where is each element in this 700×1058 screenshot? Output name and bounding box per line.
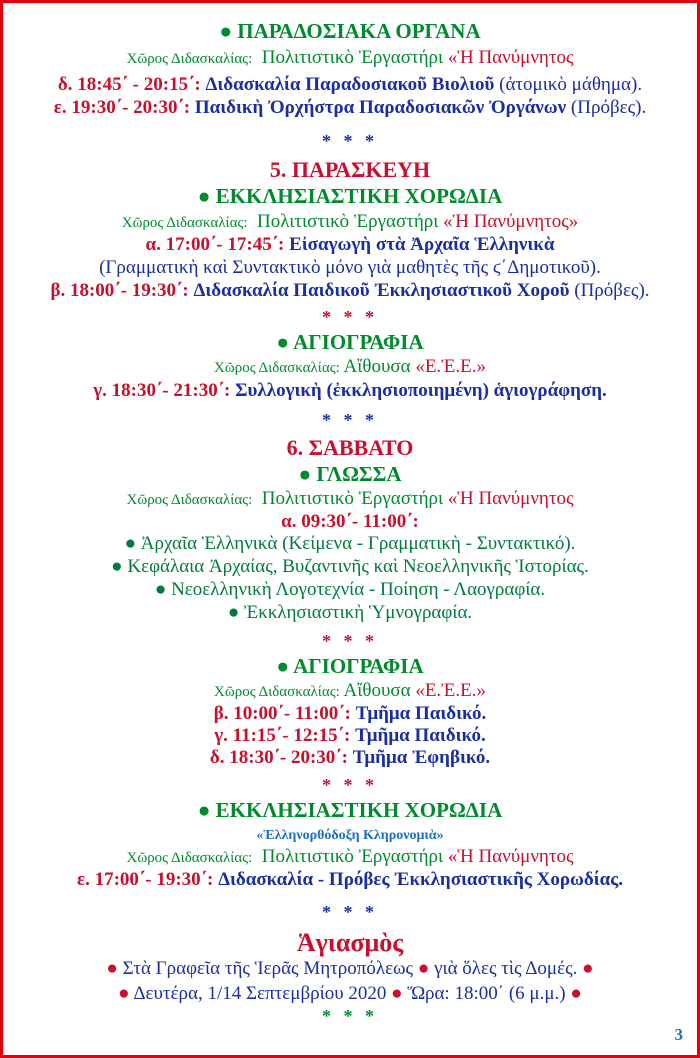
- separator-stars: * * *: [322, 307, 378, 327]
- venue-line: [3, 211, 697, 234]
- agiasmos-time: Ὥρα: 18:00΄ (6 μ.μ.): [407, 983, 566, 1004]
- schedule-line: [3, 725, 697, 747]
- agiasmos-line: [3, 958, 697, 980]
- separator-stars: * * *: [322, 1006, 378, 1026]
- agiasmos-place: Στὰ Γραφεῖα τῆς Ἱερᾶς Μητροπόλεως: [122, 958, 414, 979]
- venue-lead: Χῶρος Διδασκαλίας:: [214, 684, 340, 700]
- bullet: ●: [118, 983, 130, 1004]
- venue-lead: Χῶρος Διδασκαλίας:: [121, 215, 248, 231]
- section-title-church-choir: ● ΕΚΚΛΗΣΙΑΣΤΙΚΗ ΧΟΡΩΔΙΑ: [197, 184, 503, 208]
- schedule-text: Συλλογικὴ (ἐκκλησιοποιημένη) ἁγιογράφηση.: [235, 380, 607, 401]
- schedule-text: Τμῆμα Παιδικό.: [355, 703, 487, 724]
- schedule-note: (Γραμματικὴ καὶ Συντακτικὸ μόνο γιὰ μαθητὲς τῆς ϛ΄Δημοτικοῦ).: [99, 257, 601, 278]
- schedule-text: Διδασκαλία Παραδοσιακοῦ Βιολιοῦ: [205, 74, 495, 95]
- list-item: ● Ἐκκλησιαστικὴ Ὑμνογραφία.: [227, 602, 473, 623]
- venue-hall: Αἴθουσα: [343, 680, 411, 701]
- schedule-line: [3, 380, 697, 402]
- separator-stars: * * *: [322, 631, 378, 651]
- schedule-line: [3, 234, 697, 256]
- separator-stars: * * *: [322, 410, 378, 430]
- bullet: ●: [106, 958, 118, 979]
- venue-lab: Πολιτιστικὸ Ἐργαστήρι: [261, 47, 444, 68]
- schedule-text: Τμῆμα Ἐφηβικό.: [352, 747, 491, 768]
- schedule-text: Εἰσαγωγὴ στὰ Ἀρχαῖα Ἑλληνικὰ: [289, 234, 555, 255]
- schedule-note: (Πρόβες).: [570, 97, 647, 118]
- list-item: ● Κεφάλαια Ἀρχαίας, Βυζαντινῆς καὶ Νεοελληνικῆς Ἱστορίας.: [111, 556, 589, 577]
- section-title-language: ● ΓΛΩΣΣΑ: [298, 462, 402, 486]
- venue-lab: Πολιτιστικὸ Ἐργαστήρι: [261, 488, 444, 509]
- list-item: ● Ἀρχαῖα Ἑλληνικὰ (Κείμενα - Γραμματικὴ - Συντακτικό).: [124, 533, 576, 554]
- schedule-text: Παιδικὴ Ὀρχήστρα Παραδοσιακῶν Ὀργάνων: [194, 97, 567, 118]
- agiasmos-date: Δευτέρα, 1/14 Σεπτεμβρίου 2020: [133, 983, 387, 1004]
- agiasmos-heading: Ἁγιασμὸς: [296, 928, 404, 957]
- agiasmos-scope: γιὰ ὅλες τὶς Δομές.: [434, 958, 578, 979]
- venue-lead: Χῶρος Διδασκαλίας:: [126, 492, 253, 508]
- day-heading-friday: 5. ΠΑΡΑΣΚΕΥΗ: [269, 157, 431, 182]
- section-subtitle: «Ἑλληνορθόδοξη Κληρονομιὰ»: [256, 828, 444, 843]
- schedule-time: α. 09:30΄- 11:00΄:: [281, 511, 419, 532]
- bullet: ●: [417, 958, 430, 979]
- schedule-time: ε. 19:30΄- 20:30΄:: [53, 97, 191, 118]
- schedule-time: γ. 11:15΄- 12:15΄:: [214, 725, 351, 746]
- venue-lab: Πολιτιστικὸ Ἐργαστήρι: [257, 211, 439, 232]
- venue-line: [3, 488, 697, 511]
- bullet: ●: [391, 983, 403, 1004]
- schedule-line: [3, 703, 697, 725]
- venue-lead: Χῶρος Διδασκαλίας:: [126, 51, 253, 67]
- schedule-line: [3, 280, 697, 302]
- agiasmos-line: [3, 983, 697, 1005]
- venue-line: [3, 47, 697, 70]
- schedule-time: δ. 18:45΄ - 20:15΄:: [57, 74, 201, 95]
- page-number: 3: [674, 1025, 683, 1044]
- list-item: ● Νεοελληνικὴ Λογοτεχνία - Ποίηση - Λαογραφία.: [154, 579, 546, 600]
- schedule-time: α. 17:00΄- 17:45΄:: [145, 234, 285, 255]
- schedule-line: [3, 869, 697, 891]
- schedule-note: (ἀτομικὸ μάθημα).: [499, 74, 643, 95]
- schedule-time: γ. 18:30΄- 21:30΄:: [93, 380, 231, 401]
- venue-line: [3, 356, 697, 379]
- separator-stars: * * *: [322, 131, 378, 151]
- venue-line: [3, 680, 697, 703]
- venue-lab: Πολιτιστικὸ Ἐργαστήρι: [261, 846, 444, 867]
- schedule-line: [3, 97, 697, 119]
- venue-lab-name: «Ἡ Πανύμνητος: [447, 846, 574, 867]
- venue-line: [3, 846, 697, 869]
- schedule-text: Διδασκαλία Παιδικοῦ Ἐκκλησιαστικοῦ Χοροῦ: [193, 280, 570, 301]
- separator-stars: * * *: [322, 775, 378, 795]
- venue-lab-name: «Ἡ Πανύμνητος: [447, 47, 574, 68]
- schedule-text: Τμῆμα Παιδικό.: [355, 725, 486, 746]
- venue-lead: Χῶρος Διδασκαλίας:: [214, 360, 340, 376]
- section-title-iconography: ● ΑΓΙΟΓΡΑΦΙΑ: [276, 330, 424, 354]
- venue-lab-name: «Ἡ Πανύμνητος»: [443, 211, 579, 232]
- venue-lab-name: «Ἡ Πανύμνητος: [447, 488, 574, 509]
- schedule-time: β. 18:00΄- 19:30΄:: [50, 280, 189, 301]
- section-title-iconography: ● ΑΓΙΟΓΡΑΦΙΑ: [276, 654, 424, 678]
- schedule-line: [3, 74, 697, 96]
- schedule-time: ε. 17:00΄- 19:30΄:: [76, 869, 214, 890]
- venue-lead: Χῶρος Διδασκαλίας:: [126, 850, 253, 866]
- bullet: ●: [570, 983, 582, 1004]
- section-title-church-choir: ● ΕΚΚΛΗΣΙΑΣΤΙΚΗ ΧΟΡΩΔΙΑ: [197, 798, 503, 822]
- venue-hall: Αἴθουσα: [343, 356, 411, 377]
- schedule-time: δ. 18:30΄- 20:30΄:: [209, 747, 348, 768]
- venue-hall-name: «Ε.Ἐ.Ε.»: [415, 680, 486, 701]
- day-heading-saturday: 6. ΣΑΒΒΑΤΟ: [286, 435, 414, 460]
- venue-hall-name: «Ε.Ἐ.Ε.»: [415, 356, 486, 377]
- separator-stars: * * *: [322, 902, 378, 922]
- schedule-line: [3, 747, 697, 769]
- schedule-time: β. 10:00΄- 11:00΄:: [213, 703, 351, 724]
- schedule-note: (Πρόβες).: [574, 280, 650, 301]
- schedule-text: Διδασκαλία - Πρόβες Ἐκκλησιαστικῆς Χορωδίας.: [218, 869, 624, 890]
- bullet: ●: [582, 958, 594, 979]
- section-title-traditional-instruments: ● ΠΑΡΑΔΟΣΙΑΚΑ ΟΡΓΑΝΑ: [219, 19, 481, 43]
